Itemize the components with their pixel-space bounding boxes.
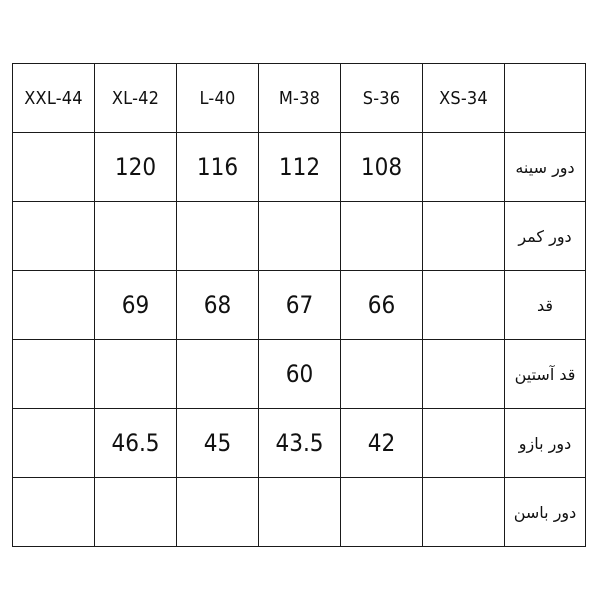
table-cell: 43.5 <box>259 409 341 478</box>
table-cell <box>177 478 259 547</box>
corner-cell <box>505 64 586 133</box>
table-cell <box>341 202 423 271</box>
row-label-arm: دور بازو <box>505 409 586 478</box>
table-row <box>13 340 586 409</box>
table-cell: 45 <box>177 409 259 478</box>
table-cell <box>95 478 177 547</box>
table-cell: 69 <box>95 271 177 340</box>
table-cell: 46.5 <box>95 409 177 478</box>
table-cell <box>423 133 505 202</box>
row-label-hip: دور باسن <box>505 478 586 547</box>
size-header-xs: XS-34 <box>423 64 505 133</box>
table-cell <box>13 271 95 340</box>
table-cell <box>423 478 505 547</box>
table-cell <box>13 409 95 478</box>
table-cell <box>423 409 505 478</box>
size-header-s: S-36 <box>341 64 423 133</box>
size-header-l: L-40 <box>177 64 259 133</box>
table-row <box>13 133 586 202</box>
table-cell <box>177 202 259 271</box>
table-row <box>13 271 586 340</box>
table-cell <box>13 133 95 202</box>
table-cell: 68 <box>177 271 259 340</box>
table-cell: 112 <box>259 133 341 202</box>
table-cell <box>95 340 177 409</box>
size-header-xl: XL-42 <box>95 64 177 133</box>
table-cell <box>341 478 423 547</box>
table-cell: 108 <box>341 133 423 202</box>
table-cell <box>423 202 505 271</box>
size-chart-table <box>12 63 586 547</box>
table-cell <box>13 478 95 547</box>
table-row <box>13 202 586 271</box>
row-label-waist: دور کمر <box>505 202 586 271</box>
table-cell <box>177 340 259 409</box>
size-header-m: M-38 <box>259 64 341 133</box>
table-row <box>13 409 586 478</box>
table-cell: 120 <box>95 133 177 202</box>
table-cell: 67 <box>259 271 341 340</box>
table-cell <box>13 202 95 271</box>
row-label-length: قد <box>505 271 586 340</box>
row-label-sleeve-length: قد آستین <box>505 340 586 409</box>
row-label-chest: دور سینه <box>505 133 586 202</box>
table-cell <box>341 340 423 409</box>
table-cell <box>259 202 341 271</box>
table-cell <box>95 202 177 271</box>
table-row <box>13 478 586 547</box>
table-cell <box>259 478 341 547</box>
table-cell <box>423 340 505 409</box>
table-cell: 60 <box>259 340 341 409</box>
size-header-xxl: XXL-44 <box>13 64 95 133</box>
table-cell: 66 <box>341 271 423 340</box>
size-header-row <box>13 64 586 133</box>
table-cell <box>423 271 505 340</box>
table-cell <box>13 340 95 409</box>
table-cell: 42 <box>341 409 423 478</box>
table-cell: 116 <box>177 133 259 202</box>
